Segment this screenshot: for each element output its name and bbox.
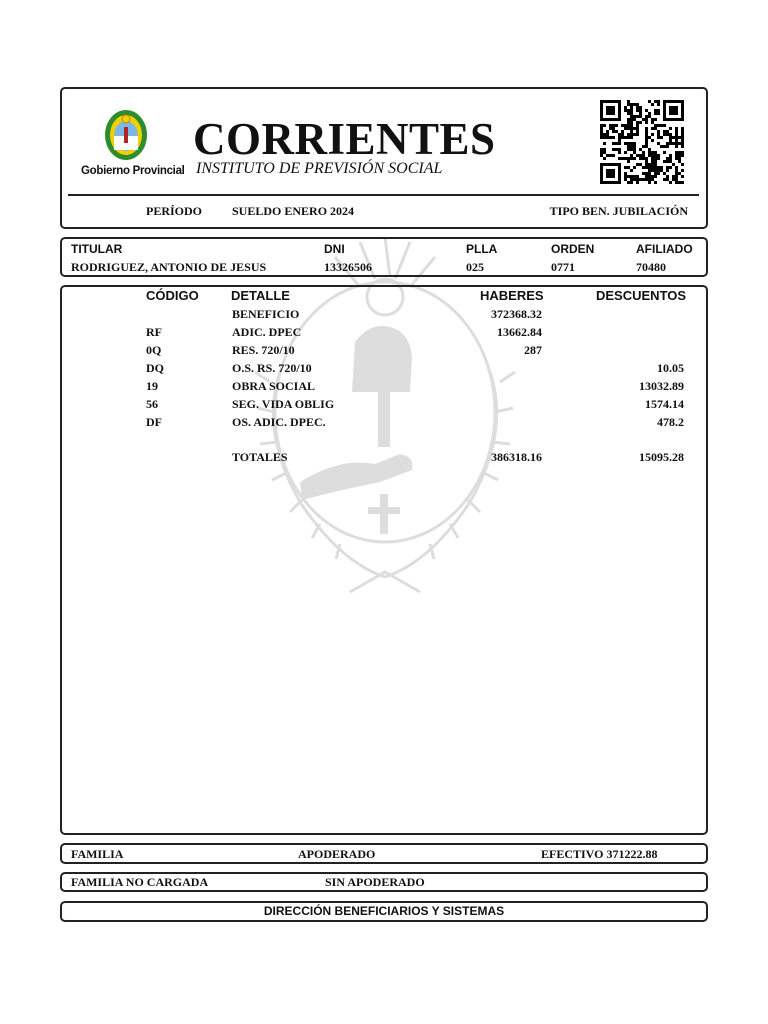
row-detail: OBRA SOCIAL (232, 379, 316, 393)
efectivo-value: EFECTIVO 371222.88 (541, 847, 658, 861)
row-code: DF (146, 415, 162, 429)
code-header: CÓDIGO (146, 288, 199, 303)
row-code: 19 (146, 379, 158, 393)
row-detail: BENEFICIO (232, 307, 300, 321)
apoderado-label: APODERADO (298, 847, 376, 861)
benefit-type: TIPO BEN. JUBILACIÓN (549, 204, 688, 218)
familia-no-cargada-label: FAMILIA NO CARGADA (71, 875, 209, 889)
qr-code (599, 100, 685, 184)
row-descuentos: 13032.89 (639, 379, 684, 393)
row-code: 56 (146, 397, 158, 411)
row-haberes: 372368.32 (491, 307, 542, 321)
totals-descuentos: 15095.28 (639, 450, 684, 464)
dni-value: 13326506 (324, 260, 372, 274)
descuentos-header: DESCUENTOS (596, 288, 687, 303)
orden-header: ORDEN (551, 242, 595, 256)
row-descuentos: 1574.14 (645, 397, 684, 411)
row-code: 0Q (146, 343, 162, 357)
row-haberes: 287 (524, 343, 542, 357)
titular-name: RODRIGUEZ, ANTONIO DE JESUS (71, 260, 267, 274)
row-detail: OS. ADIC. DPEC. (232, 415, 326, 429)
sin-apoderado-label: SIN APODERADO (325, 875, 425, 889)
period-value: SUELDO ENERO 2024 (232, 204, 355, 218)
orden-value: 0771 (551, 260, 575, 274)
row-detail: SEG. VIDA OBLIG (232, 397, 335, 411)
gov-label: Gobierno Provincial (81, 165, 185, 177)
detail-header: DETALLE (231, 288, 290, 303)
row-descuentos: 10.05 (657, 361, 684, 375)
row-haberes: 13662.84 (497, 325, 542, 339)
row-code: DQ (146, 361, 164, 375)
institute-subtitle: INSTITUTO DE PREVISIÓN SOCIAL (196, 160, 443, 177)
afiliado-header: AFILIADO (636, 242, 693, 256)
row-detail: RES. 720/10 (232, 343, 295, 357)
totals-label: TOTALES (232, 450, 288, 464)
row-code: RF (146, 325, 162, 339)
plla-value: 025 (466, 260, 484, 274)
period-label: PERÍODO (146, 204, 203, 218)
page-title: CORRIENTES (193, 114, 496, 164)
header-divider (68, 194, 699, 196)
plla-header: PLLA (466, 242, 498, 256)
provincial-shield-icon (104, 109, 148, 161)
haberes-header: HABERES (480, 288, 544, 303)
afiliado-value: 70480 (636, 260, 666, 274)
dni-header: DNI (324, 242, 345, 256)
row-detail: O.S. RS. 720/10 (232, 361, 312, 375)
direccion-label: DIRECCIÓN BENEFICIARIOS Y SISTEMAS (263, 904, 505, 918)
totals-haberes: 386318.16 (491, 450, 542, 464)
row-descuentos: 478.2 (657, 415, 684, 429)
familia-label: FAMILIA (71, 847, 124, 861)
titular-header: TITULAR (71, 242, 123, 256)
row-detail: ADIC. DPEC (232, 325, 302, 339)
